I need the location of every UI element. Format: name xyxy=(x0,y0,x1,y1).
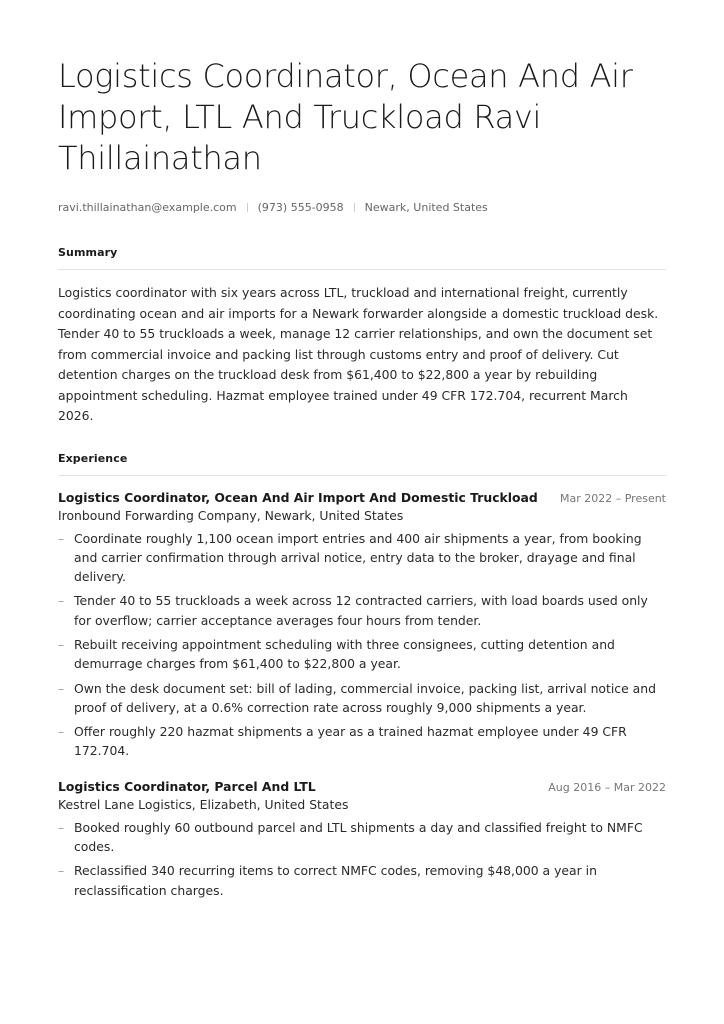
contact-divider xyxy=(354,203,355,212)
contact-line xyxy=(58,201,666,214)
experience-heading: Experience xyxy=(58,451,128,465)
job-bullet: – Reclassified 340 recurring items to correct NMFC codes, removing $48,000 a year in reclassification charges. xyxy=(58,861,666,900)
section-divider xyxy=(58,269,666,270)
job-entry xyxy=(58,779,666,900)
job-title: Logistics Coordinator, Parcel And LTL xyxy=(58,778,316,794)
job-title: Logistics Coordinator, Ocean And Air Import And Domestic Truckload xyxy=(58,489,538,505)
location-text: Newark, United States xyxy=(364,201,488,214)
job-header xyxy=(58,779,666,794)
job-dates: Mar 2022 – Present xyxy=(559,491,666,505)
section-divider xyxy=(58,475,666,476)
job-bullet: – Tender 40 to 55 truckloads a week across 12 contracted carriers, with load boards used only for overflow; carrier acceptance averages four hours from tender. xyxy=(58,591,666,630)
job-dates: Aug 2016 – Mar 2022 xyxy=(548,780,666,794)
job-bullet: – Booked roughly 60 outbound parcel and LTL shipments a day and classified freight to NMFC codes. xyxy=(58,818,666,857)
summary-text: Logistics coordinator with six years across LTL, truckload and international freight, currently coordinating ocean and air imports for a Newark forwarder alongside a domestic truckload desk. Tender 40 to 55 truckloads a week, manage 12 carrier relationships, and own the document set from commercial invoice and packing list through customs entry and proof of delivery. Cut detention charges on the truckload desk from $61,400 to $22,800 a year by rebuilding appointment scheduling. Hazmat employee trained under 49 CFR 172.704, recurrent March 2026. xyxy=(58,285,659,423)
experience-section xyxy=(58,452,666,900)
summary-section xyxy=(58,246,666,427)
job-bullets xyxy=(58,818,666,900)
job-bullets xyxy=(58,529,666,761)
summary-heading: Summary xyxy=(58,246,118,259)
job-bullet: – Offer roughly 220 hazmat shipments a year as a trained hazmat employee under 49 CFR 172.704. xyxy=(58,722,666,761)
contact-divider xyxy=(247,203,248,212)
job-bullet: – Coordinate roughly 1,100 ocean import entries and 400 air shipments a year, from booking and carrier confirmation through arrival notice, entry data to the broker, drayage and final delivery. xyxy=(58,529,666,587)
email-text: ravi.thillainathan@example.com xyxy=(58,201,237,214)
job-company: Kestrel Lane Logistics, Elizabeth, United States xyxy=(58,796,349,812)
job-company: Ironbound Forwarding Company, Newark, United States xyxy=(58,507,404,523)
job-bullet: – Rebuilt receiving appointment scheduling with three consignees, cutting detention and demurrage charges from $61,400 to $22,800 a year. xyxy=(58,635,666,674)
job-bullet: – Own the desk document set: bill of lading, commercial invoice, packing list, arrival notice and proof of delivery, at a 0.6% correction rate across roughly 9,000 shipments a year. xyxy=(58,679,666,718)
job-entry xyxy=(58,490,666,761)
resume-title: Logistics Coordinator, Ocean And Air Import, LTL And Truckload Ravi Thillainathan xyxy=(58,57,633,177)
job-header xyxy=(58,490,666,505)
phone-text: (973) 555-0958 xyxy=(257,201,344,214)
